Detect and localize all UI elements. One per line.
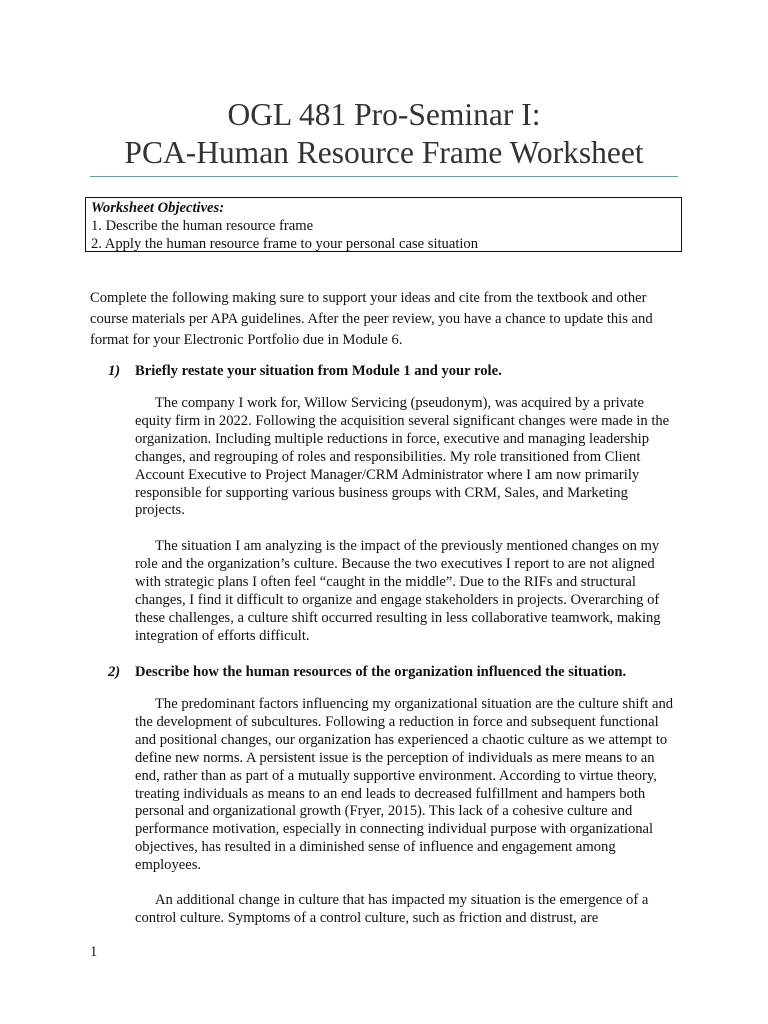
objective-item-1: 1. Describe the human resource frame (91, 218, 314, 234)
document-title-line-1: OGL 481 Pro-Seminar I: (227, 97, 541, 132)
question-1-text: Briefly restate your situation from Module 1 and your role. (135, 363, 502, 379)
question-2-number: 2) (108, 664, 121, 680)
intro-paragraph: Complete the following making sure to support your ideas and cite from the textbook and other course materials per APA guidelines. After the peer review, you have a chance to update this and format for your Electronic Portfolio due in Module 6. (90, 290, 653, 348)
document-title-line-2: PCA-Human Resource Frame Worksheet (124, 135, 644, 170)
page-number: 1 (90, 944, 98, 960)
question-2-text: Describe how the human resources of the organization influenced the situation. (135, 664, 627, 680)
question-2 (108, 663, 688, 681)
question-1 (108, 362, 688, 380)
question-1-number: 1) (108, 363, 121, 379)
title-underline-rule (90, 176, 678, 177)
answer-1-paragraph-2: The situation I am analyzing is the impact of the previously mentioned changes on my role and the organization’s culture. Because the two executives I report to are not aligned with strategic plans I often feel “caught in the middle”. Due to the RIFs and structural changes, I find it difficult to organize and engage stakeholders in projects. Overarching of these challenges, a culture shift occurred resulting in less collaborative teamwork, making integration of efforts difficult. (135, 538, 661, 644)
answer-2-paragraph-2: An additional change in culture that has impacted my situation is the emergence of a control culture. Symptoms of a control culture, such as friction and distrust, are (135, 892, 649, 926)
worksheet-objectives-box (85, 197, 682, 252)
answer-2-paragraph-1: The predominant factors influencing my organizational situation are the culture shift and the development of subcultures. Following a reduction in force and subsequent functional and positional changes, our organization has experienced a chaotic culture as we attempt to define new norms. A persistent issue is the perception of individuals as mere means to an end, rather than as part of a mutually supportive environment. According to virtue theory, treating individuals as means to an end leads to decreased fulfillment and hampers both personal and organizational growth (Fryer, 2015). This lack of a cohesive culture and performance motivation, especially in connecting individual purpose with organizational objectives, has resulted in a diminished sense of influence and engagement among employees. (135, 696, 674, 874)
objective-item-2: 2. Apply the human resource frame to your personal case situation (91, 236, 479, 252)
answer-1-paragraph-1: The company I work for, Willow Servicing (pseudonym), was acquired by a private equity firm in 2022. Following the acquisition several significant changes were made in the organization. Including multiple reductions in force, executive and managing leadership changes, and regrouping of roles and responsibilities. My role transitioned from Client Account Executive to Project Manager/CRM Administrator where I am now primarily responsible for supporting various business groups with CRM, Sales, and Marketing projects. (135, 395, 670, 519)
objectives-heading: Worksheet Objectives: (91, 200, 225, 216)
